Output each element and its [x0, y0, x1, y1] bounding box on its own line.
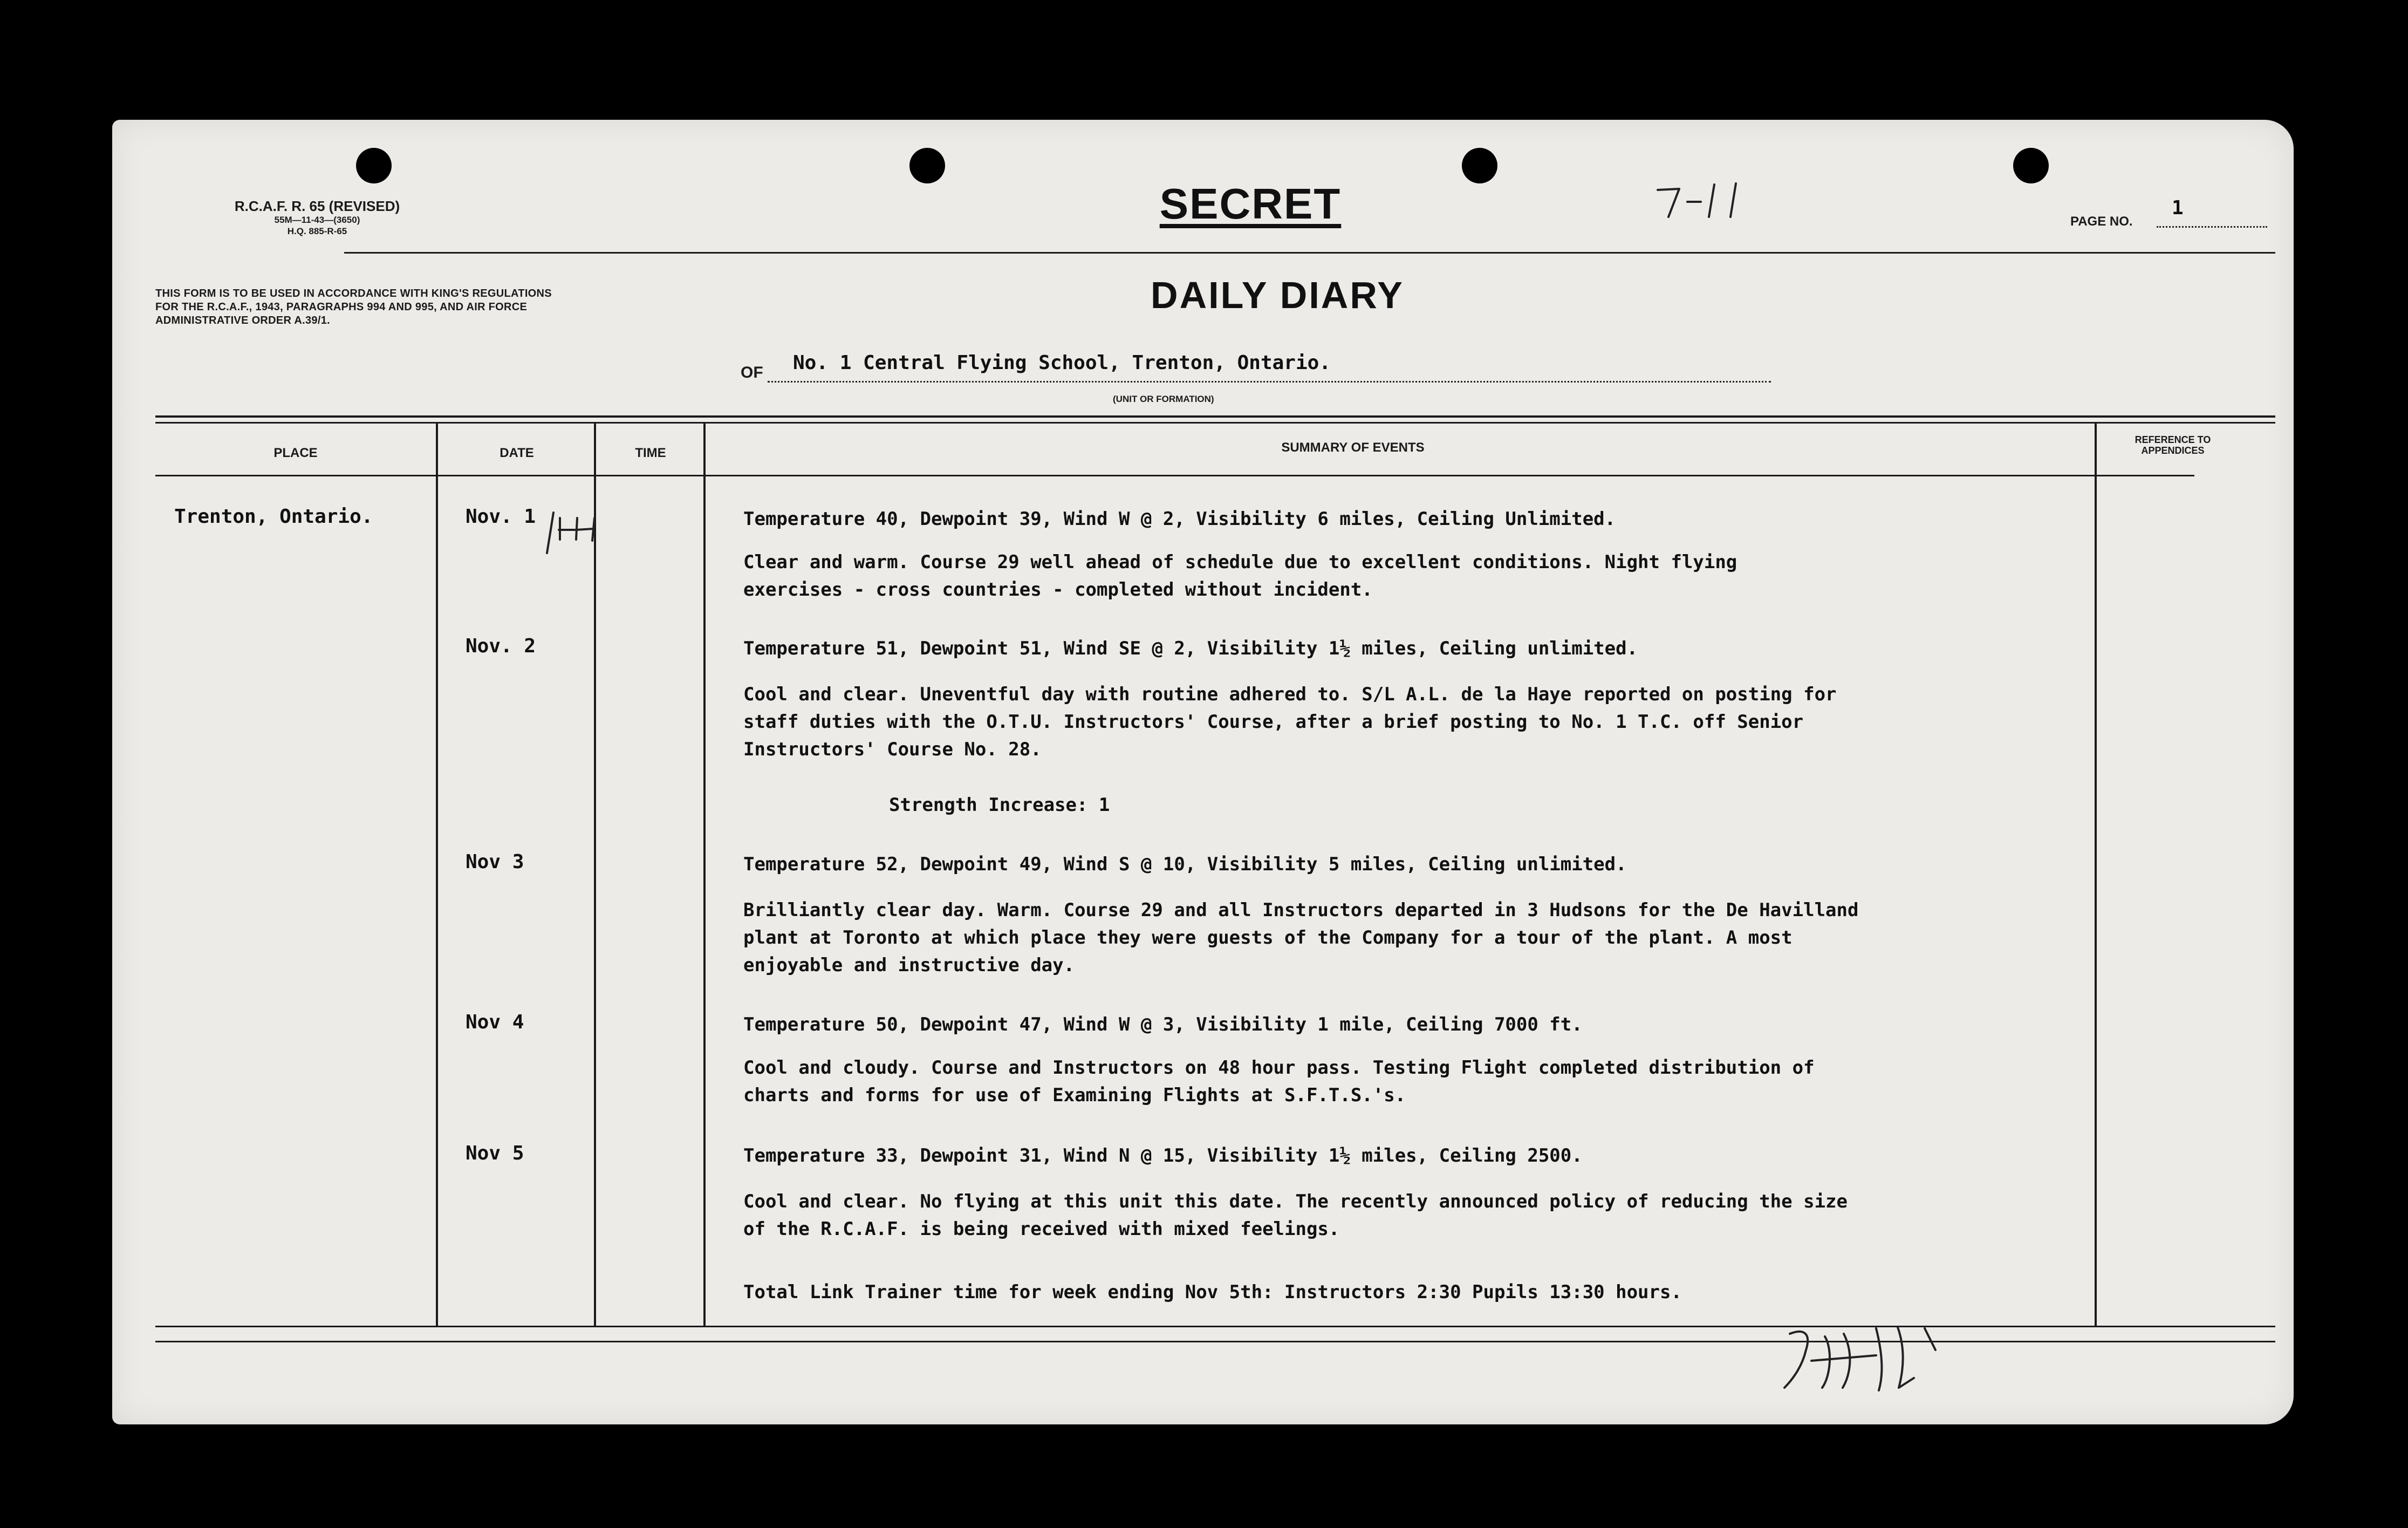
diary-page	[112, 120, 2294, 1424]
punch-hole	[909, 148, 945, 183]
column-divider	[594, 423, 596, 1327]
table-top-rule-inner	[155, 422, 2275, 424]
column-header-summary: SUMMARY OF EVENTS	[1281, 440, 1425, 455]
header-rule	[344, 252, 2275, 254]
weather-line: Temperature 40, Dewpoint 39, Wind W @ 2, Visibility 6 miles, Ceiling Unlimited.	[743, 508, 1616, 530]
date-entry: Nov. 2	[466, 635, 536, 657]
column-header-reference: REFERENCE TO APPENDICES	[2135, 434, 2211, 456]
strength-change: Strength Increase: 1	[889, 794, 1110, 816]
form-code-line: 55M—11-43—(3650)	[274, 215, 360, 226]
unit-underline	[768, 381, 1771, 383]
column-divider	[703, 423, 706, 1327]
place-entry: Trenton, Ontario.	[174, 506, 373, 528]
event-summary: Brilliantly clear day. Warm. Course 29 and all Instructors departed in 3 Hudsons for the De Havilland plant at Toronto at which place they were guests of the Company for a tour of the plant. A most enjoyable and instructive day.	[743, 899, 1859, 976]
page-number-underline	[2157, 226, 2267, 228]
classification-stamp: SECRET	[1159, 180, 1342, 228]
page-number-label: PAGE NO.	[2070, 214, 2133, 229]
weather-line: Temperature 52, Dewpoint 49, Wind S @ 10, Visibility 5 miles, Ceiling unlimited.	[743, 854, 1627, 875]
form-code-line: H.Q. 885-R-65	[287, 226, 347, 236]
link-trainer-total: Total Link Trainer time for week ending Nov 5th: Instructors 2:30 Pupils 13:30 hours.	[743, 1281, 1682, 1303]
date-entry: Nov. 1	[466, 506, 536, 528]
diary-title: DAILY DIARY	[1151, 274, 1404, 316]
event-summary: Cool and cloudy. Course and Instructors on 48 hour pass. Testing Flight completed distribution of charts and forms for use of Examining Flights at S.F.T.S.'s.	[743, 1057, 1815, 1106]
punch-hole	[356, 148, 392, 183]
weather-line: Temperature 51, Dewpoint 51, Wind SE @ 2, Visibility 1½ miles, Ceiling unlimited.	[743, 638, 1638, 659]
unit-name: No. 1 Central Flying School, Trenton, Ontario.	[793, 352, 1331, 374]
punch-hole	[1462, 148, 1497, 183]
header-row-rule	[155, 475, 2194, 476]
unit-caption: (UNIT OR FORMATION)	[1113, 394, 1214, 404]
column-header-place: PLACE	[273, 446, 318, 460]
page-number: 1	[2172, 197, 2184, 219]
form-code	[166, 198, 468, 237]
unit-of-label: OF	[741, 364, 763, 381]
form-code-line: R.C.A.F. R. 65 (REVISED)	[234, 198, 400, 214]
handwritten-initials	[1774, 1318, 1968, 1399]
event-summary: Cool and clear. Uneventful day with routine adhered to. S/L A.L. de la Haye reported on posting for staff duties with the O.T.U. Instructors' Course, after a brief posting to No. 1 T.C. off Senior Instructors' Course No. 28.	[743, 684, 1837, 760]
event-summary: Cool and clear. No flying at this unit this date. The recently announced policy of reducing the size of the R.C.A.F. is being received with mixed feelings.	[743, 1191, 1848, 1240]
regulations-note: THIS FORM IS TO BE USED IN ACCORDANCE WITH KING'S REGULATIONS FOR THE R.C.A.F., 1943, PARAGRAPHS 994 AND 995, AND AIR FORCE ADMINISTRATIVE ORDER A.39/1.	[155, 288, 552, 326]
date-entry: Nov 3	[466, 851, 524, 873]
weather-line: Temperature 50, Dewpoint 47, Wind W @ 3, Visibility 1 mile, Ceiling 7000 ft.	[743, 1014, 1583, 1035]
handwritten-reference	[1655, 179, 1752, 222]
date-entry: Nov 4	[466, 1011, 524, 1033]
table-top-rule	[155, 415, 2275, 418]
column-divider	[436, 423, 438, 1327]
event-summary: Clear and warm. Course 29 well ahead of schedule due to excellent conditions. Night flying exercises - cross countries - completed without incident.	[743, 551, 1737, 601]
handwritten-year	[544, 507, 603, 556]
column-header-time: TIME	[635, 446, 666, 460]
date-entry: Nov 5	[466, 1142, 524, 1164]
weather-line: Temperature 33, Dewpoint 31, Wind N @ 15, Visibility 1½ miles, Ceiling 2500.	[743, 1145, 1583, 1167]
punch-hole	[2013, 148, 2049, 183]
column-header-date: DATE	[500, 446, 534, 460]
